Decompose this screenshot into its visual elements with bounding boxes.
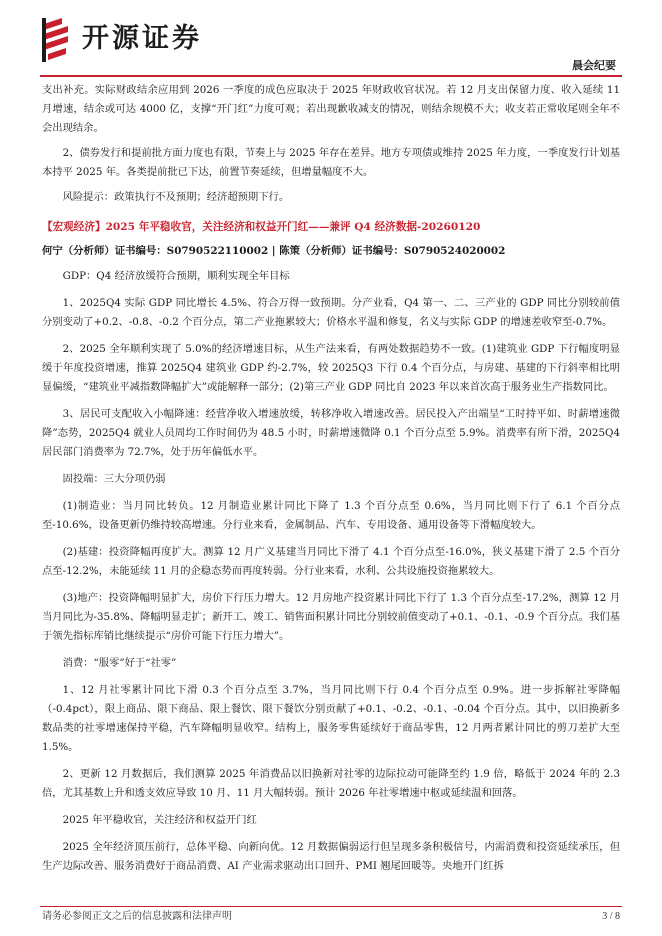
paragraph-gdp-1: 1、2025Q4 实际 GDP 同比增长 4.5%、符合万得一致预期。分产业看，Q4 第一、二、三产业的 GDP 同比分别较前值分别变动了+0.2、-0.8、-0.2 个百分点，第二产业拖累较大；价格水平温和修复，名义与实际 GDP 的增速差收窄至-0.7%。 bbox=[42, 297, 620, 328]
report-type-label: 晨会纪要 bbox=[572, 59, 616, 72]
footer-disclaimer: 请务必参阅正文之后的信息披露和法律声明 bbox=[42, 911, 232, 922]
author-line: 何宁（分析师）证书编号：S0790522110002 | 陈策（分析师）证书编号：S0790524020002 bbox=[42, 245, 506, 257]
header-divider bbox=[40, 75, 622, 77]
paragraph-retail-2: 2、更新 12 月数据后，我们测算 2025 年消费品以旧换新对社零的边际拉动可能降至约 1.9 倍，略低于 2024 年的 2.3 倍，尤其基数上升和透支效应导致 10 月、11 月大幅转弱。预计 2026 年社零增速中枢或延续温和回落。 bbox=[42, 768, 620, 799]
paragraph-infrastructure: (2)基建：投资降幅再度扩大。测算 12 月广义基建当月同比下滑了 4.1 个百分点至-16.0%，狭义基建下滑了 2.5 个百分点至-12.2%，未能延续 11 月的企稳态势而再度转弱。分行业来看，水利、公共设施投资拖累较大。 bbox=[42, 546, 620, 577]
paragraph-bond-issuance: 2、债券发行和提前批方面力度也有限，节奏上与 2025 年存在差异。地方专项债或维持 2025 年力度，一季度发行计划基本持平 2025 年。各类提前批已下达，前置节奏延续，但增量幅度不大。 bbox=[42, 147, 620, 178]
company-logo-icon bbox=[42, 18, 72, 62]
footer-divider bbox=[40, 906, 622, 907]
page-number: 3 / 8 bbox=[602, 911, 620, 922]
subheading-outlook: 2025 年平稳收官，关注经济和权益开门红 bbox=[62, 814, 257, 826]
paragraph-retail-1: 1、12 月社零累计同比下滑 0.3 个百分点至 3.7%，当月同比则下行 0.4 个百分点至 0.9%。进一步拆解社零降幅（-0.4pct），限上商品、限下商品、限上餐饮、限下餐饮分别贡献了+0.1、-0.2、-0.1、-0.04 个百分点。其中，以旧换新多数品类的社零增速保持平稳，汽车降幅明显收窄。结构上，服务零售延续好于商品零售，12 月两者累计同比的剪刀差扩大至 1.5%。 bbox=[42, 684, 620, 753]
subheading-investment: 固投端：三大分项仍弱 bbox=[62, 473, 166, 485]
page-header bbox=[0, 0, 662, 78]
paragraph-manufacturing: (1)制造业：当月同比转负。12 月制造业累计同比下降了 1.3 个百分点至 0.6%，当月同比则下行了 6.1 个百分点至-10.6%，设备更新仍维持较高增速。分行业来看，金属制品、汽车、专用设备、通用设备等下滑幅度较大。 bbox=[42, 500, 620, 531]
paragraph-income: 3、居民可支配收入小幅降速：经营净收入增速放缓，转移净收入增速改善。居民投入产出端呈“工时持平如、时薪增速微降”态势，2025Q4 就业人员周均工作时间仍为 48.5 小时，时薪增速微降 0.1 个百分点至 5.9%。消费率有所下滑，2025Q4 居民部门消费率为 72.7%，处于历年偏低水平。 bbox=[42, 408, 620, 458]
subheading-consumption: 消费：“服零”好于“社零” bbox=[62, 657, 177, 669]
paragraph-real-estate: (3)地产：投资降幅明显扩大，房价下行压力增大。12 月房地产投资累计同比下行了 1.3 个百分点至-17.2%，测算 12 月当月同比为-35.8%、降幅明显走扩；新开工、竣工、销售面积累计同比分别较前值变动了+0.1、-0.1、-0.9 个百分点。我们基于领先指标库销比继续提示“房价可能下行压力增大”。 bbox=[42, 592, 620, 642]
brand-name: 开源证券 bbox=[82, 23, 202, 54]
subheading-gdp: GDP：Q4 经济放缓符合预期，顺利实现全年目标 bbox=[62, 270, 290, 282]
paragraph-risk-note: 风险提示：政策执行不及预期；经济超预期下行。 bbox=[62, 191, 290, 203]
paragraph-outlook: 2025 全年经济顶压前行，总体平稳、向新向优。12 月数据偏弱运行但呈现多条积极信号，内需消费和投资延续承压，但生产边际改善、服务消费好于商品消费、AI 产业需求驱动出口回升、PMI 翘尾回暖等。央地开门红拆 bbox=[42, 841, 620, 872]
paragraph-continuation: 支出补充。实际财政结余应用到 2026 一季度的成色应取决于 2025 年财政收官状况。若 12 月支出保留力度、收入延续 11 月增速，结余或可达 4000 亿，支撑“开门红”力度可观；若出现歉收减支的情况，则结余规模不大；收支若正常收尾则全年不会出现结余。 bbox=[42, 84, 620, 134]
paragraph-gdp-2: 2、2025 全年顺利实现了 5.0%的经济增速目标，从生产法来看，有两处数据趋势不一致。(1)建筑业 GDP 下行幅度明显缓于年度投资增速，推算 2025Q4 建筑业 GDP 约-2.7%，较 2025Q3 下行 0.4 个百分点，与房建、基建的下行斜率相比明显偏缓，“建筑业平减指数降幅扩大”或能解释一部分；(2)第三产业 GDP 同比自 2023 年以来首次高于服务业生产指数同比。 bbox=[42, 343, 620, 393]
main-content bbox=[42, 81, 620, 876]
section-title: 【宏观经济】2025 年平稳收官，关注经济和权益开门红——兼评 Q4 经济数据-20260120 bbox=[42, 221, 481, 233]
